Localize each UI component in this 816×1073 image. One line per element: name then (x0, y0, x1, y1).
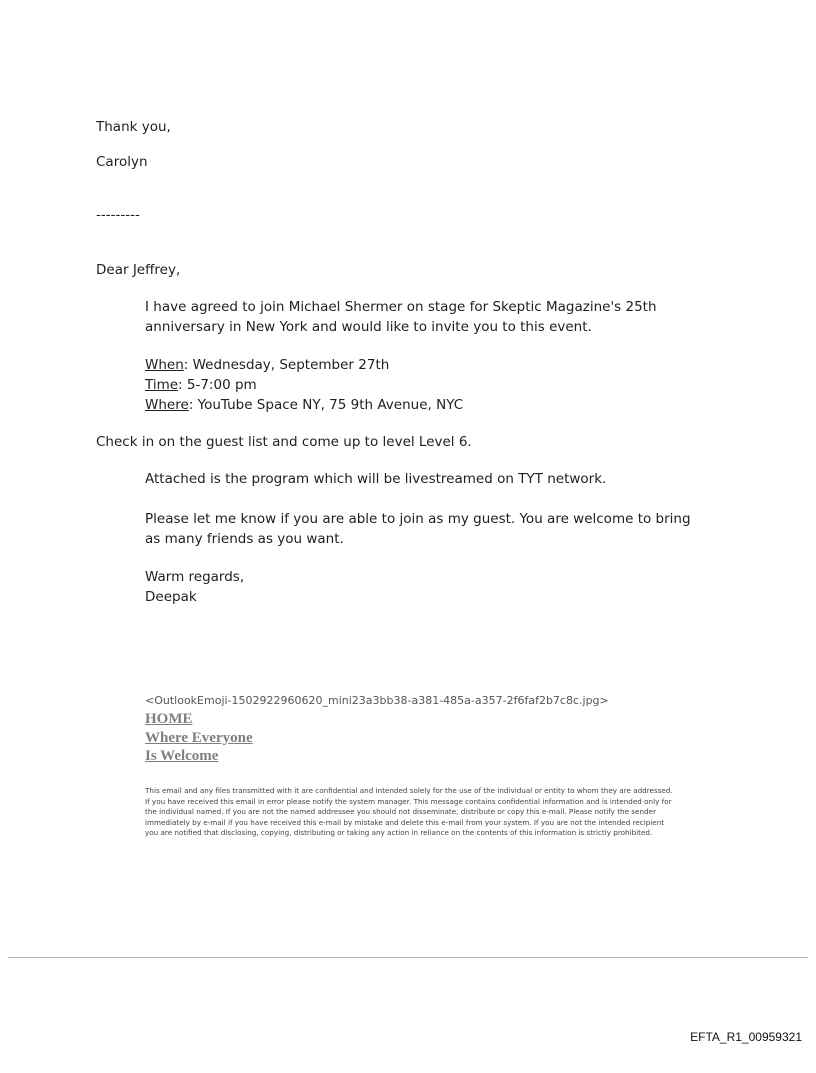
time-label: Time (145, 377, 179, 393)
tagline-line-2[interactable]: Is Welcome (145, 748, 219, 764)
emoji-attachment-ref: <OutlookEmoji-1502922960620_mini23a3bb38-a381-485a-a357-2f6faf2b7c8c.jpg> (145, 694, 609, 707)
event-where (145, 396, 463, 414)
intro-line-1: I have agreed to join Michael Shermer on stage for Skeptic Magazine's 25th (145, 299, 657, 315)
checkin-instruction: Check in on the guest list and come up to level Level 6. (96, 434, 472, 450)
tagline-line-1[interactable]: Where Everyone (145, 730, 253, 746)
where-value: : YouTube Space NY, 75 9th Avenue, NYC (188, 397, 464, 413)
greeting: Dear Jeffrey, (96, 262, 181, 278)
confidentiality-disclaimer: This email and any files transmitted with it are confidential and intended solely for the use of the individual or entity to whom they are addressed. If you have received this email in error please notify the system manager. This message contains confidential information and is intended only for the individual named. If you are not the named addressee you should not disseminate, distribute or copy this e-mail. Please notify the sender immediately by e-mail if you have received this e-mail by mistake and delete this e-mail from your system. If you are not the intended recipient you are notified that disclosing, copying, distributing or taking any action in reliance on the contents of this information is strictly prohibited. (145, 786, 673, 837)
attached-program: Attached is the program which will be livestreamed on TYT network. (145, 471, 607, 487)
home-link[interactable]: HOME (145, 711, 193, 727)
event-when (145, 356, 389, 374)
intro-line-2: anniversary in New York and would like to invite you to this event. (145, 319, 592, 335)
when-label: When (145, 357, 184, 373)
invite-line-2: as many friends as you want. (145, 531, 344, 547)
document-id: EFTA_R1_00959321 (690, 1030, 802, 1044)
page-divider (8, 957, 808, 958)
event-time (145, 376, 257, 394)
time-value: : 5-7:00 pm (178, 377, 257, 393)
when-value: : Wednesday, September 27th (183, 357, 390, 373)
regards: Warm regards, (145, 569, 245, 585)
closing-thanks: Thank you, (96, 119, 171, 135)
where-label: Where (145, 397, 189, 413)
signer-name: Deepak (145, 589, 197, 605)
invite-line-1: Please let me know if you are able to join as my guest. You are welcome to bring (145, 511, 691, 527)
separator: --------- (96, 207, 140, 223)
closing-name: Carolyn (96, 154, 148, 170)
